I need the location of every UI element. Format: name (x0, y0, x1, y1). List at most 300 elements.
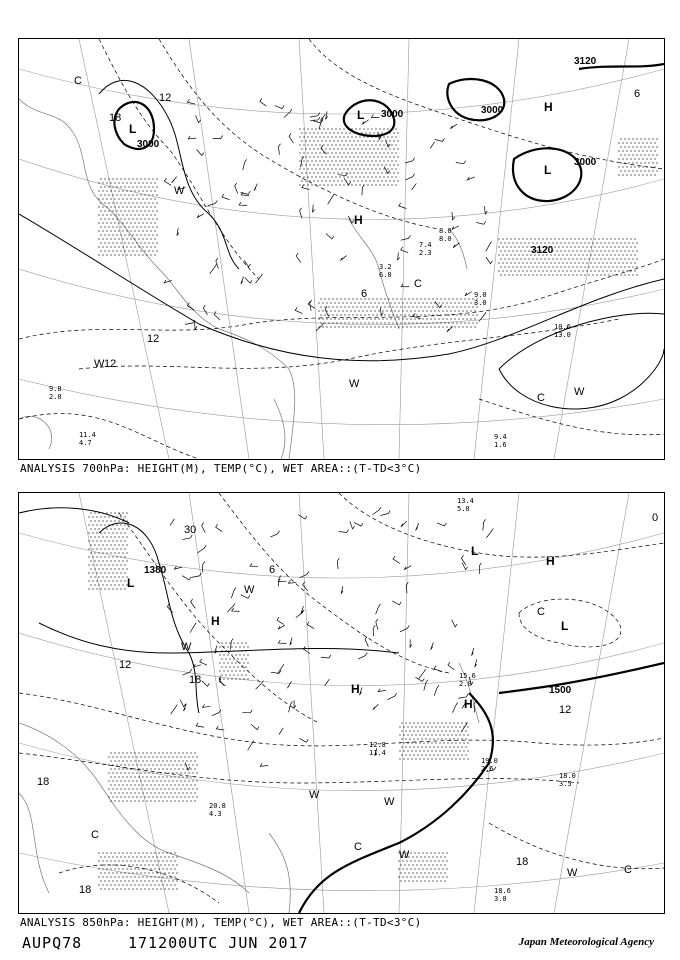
wet-dot (331, 168, 332, 169)
wet-dot (112, 250, 113, 251)
wet-dot (166, 884, 167, 885)
wet-dot (422, 876, 423, 877)
wet-dot (106, 238, 107, 239)
wet-dot (408, 322, 409, 323)
wet-dot (620, 242, 621, 243)
wet-dot (430, 326, 431, 327)
wet-dot (128, 178, 129, 179)
wet-dot (582, 270, 583, 271)
wet-dot (335, 168, 336, 169)
wet-dot (96, 556, 97, 557)
wet-dot (146, 254, 147, 255)
wet-dot (634, 270, 635, 271)
wet-dot (114, 752, 115, 753)
wet-dot (375, 144, 376, 145)
wet-dot (221, 642, 222, 643)
wet-dot (412, 880, 413, 881)
wet-dot (320, 322, 321, 323)
panel-caption-850hpa: ANALYSIS 850hPa: HEIGHT(M), TEMP(°C), WET AREA::(T-TD<3°C) (20, 916, 422, 929)
wet-dot (390, 310, 391, 311)
wet-dot (150, 876, 151, 877)
wet-dot (124, 772, 125, 773)
wind-barb (401, 235, 411, 240)
wet-dot (102, 576, 103, 577)
warm-mark: W (349, 378, 360, 390)
wet-dot (126, 182, 127, 183)
wet-dot (136, 864, 137, 865)
wet-dot (598, 262, 599, 263)
wet-dot (140, 764, 141, 765)
wet-dot (150, 206, 151, 207)
wet-dot (417, 746, 418, 747)
wet-dot (622, 270, 623, 271)
wind-barb (202, 523, 206, 533)
wet-dot (104, 186, 105, 187)
wet-dot (124, 186, 125, 187)
wet-dot (128, 856, 129, 857)
wet-dot (383, 160, 384, 161)
wet-dot (550, 262, 551, 263)
wet-dot (130, 800, 131, 801)
wet-dot (124, 872, 125, 873)
wet-dot (180, 772, 181, 773)
wet-dot (104, 226, 105, 227)
wet-dot (245, 666, 246, 667)
wet-dot (642, 142, 643, 143)
wet-dot (174, 792, 175, 793)
wet-dot (116, 202, 117, 203)
wet-dot (324, 322, 325, 323)
wet-dot (369, 140, 370, 141)
wet-dot (467, 758, 468, 759)
wet-dot (439, 726, 440, 727)
wet-dot (134, 214, 135, 215)
wet-dot (130, 206, 131, 207)
wet-dot (110, 560, 111, 561)
wet-dot (92, 540, 93, 541)
wet-dot (650, 142, 651, 143)
wet-dot (362, 326, 363, 327)
wet-dot (118, 222, 119, 223)
wet-dot (420, 872, 421, 873)
wet-dot (386, 318, 387, 319)
wet-dot (104, 888, 105, 889)
wet-dot (174, 876, 175, 877)
wet-dot (112, 872, 113, 873)
wet-dot (146, 868, 147, 869)
wet-dot (572, 242, 573, 243)
wet-dot (438, 318, 439, 319)
wind-barb (401, 247, 409, 253)
wet-dot (98, 190, 99, 191)
wet-dot (353, 164, 354, 165)
panel-caption-700hpa: ANALYSIS 700hPa: HEIGHT(M), TEMP(°C), WET AREA::(T-TD<3°C) (20, 462, 422, 475)
wet-dot (630, 238, 631, 239)
wet-dot (307, 184, 308, 185)
wet-dot (441, 730, 442, 731)
wet-dot (108, 572, 109, 573)
wet-dot (110, 552, 111, 553)
wet-dot (456, 314, 457, 315)
wet-dot (162, 852, 163, 853)
wet-dot (122, 246, 123, 247)
wet-dot (227, 678, 228, 679)
wet-dot (468, 298, 469, 299)
wet-dot (132, 888, 133, 889)
wet-dot (442, 310, 443, 311)
wet-dot (333, 172, 334, 173)
wet-dot (231, 646, 232, 647)
wet-dot (315, 136, 316, 137)
wet-dot (344, 298, 345, 299)
wet-dot (98, 182, 99, 183)
wet-dot (172, 856, 173, 857)
wet-dot (142, 254, 143, 255)
wet-dot (100, 556, 101, 557)
wind-barb (393, 556, 400, 563)
wet-dot (114, 768, 115, 769)
wet-dot (578, 270, 579, 271)
wet-dot (426, 852, 427, 853)
wet-dot (628, 274, 629, 275)
wet-dot (408, 314, 409, 315)
wet-dot (126, 868, 127, 869)
wet-dot (354, 302, 355, 303)
wet-dot (130, 752, 131, 753)
wet-dot (534, 238, 535, 239)
wet-dot (363, 160, 364, 161)
wet-dot (100, 202, 101, 203)
wet-dot (114, 214, 115, 215)
wet-dot (376, 314, 377, 315)
wet-dot (441, 722, 442, 723)
wet-dot (152, 772, 153, 773)
wet-dot (558, 262, 559, 263)
wet-dot (435, 750, 436, 751)
wet-dot (624, 266, 625, 267)
wet-dot (196, 796, 197, 797)
wet-dot (150, 230, 151, 231)
wet-dot (399, 758, 400, 759)
wet-dot (405, 730, 406, 731)
wet-dot (146, 230, 147, 231)
wet-dot (112, 186, 113, 187)
wet-dot (154, 752, 155, 753)
wet-dot (368, 306, 369, 307)
wet-dot (411, 734, 412, 735)
wet-dot (434, 868, 435, 869)
wet-dot (176, 764, 177, 765)
wet-dot (458, 326, 459, 327)
wet-dot (462, 310, 463, 311)
wet-dot (417, 730, 418, 731)
wet-dot (377, 156, 378, 157)
wet-dot (156, 772, 157, 773)
wet-dot (417, 738, 418, 739)
wet-dot (118, 860, 119, 861)
wet-dot (168, 764, 169, 765)
wet-dot (134, 784, 135, 785)
wet-dot (648, 162, 649, 163)
wet-dot (106, 512, 107, 513)
wet-dot (98, 884, 99, 885)
wet-dot (110, 520, 111, 521)
wet-dot (219, 646, 220, 647)
contour-labels (144, 565, 572, 696)
wet-dot (395, 136, 396, 137)
wet-dot (108, 202, 109, 203)
wet-dot (457, 722, 458, 723)
wet-dot (359, 152, 360, 153)
wet-dot (305, 156, 306, 157)
wet-dot (350, 310, 351, 311)
wind-barb (372, 507, 381, 515)
wet-dot (524, 274, 525, 275)
wet-dot (500, 266, 501, 267)
wet-dot (146, 206, 147, 207)
wet-dot (114, 852, 115, 853)
wind-barb (373, 625, 375, 636)
wet-dot (560, 266, 561, 267)
wet-dot (636, 266, 637, 267)
wet-dot (122, 552, 123, 553)
wind-barb (344, 178, 351, 185)
wet-dot (192, 756, 193, 757)
wet-dot (622, 246, 623, 247)
wet-dot (233, 658, 234, 659)
wet-dot (440, 856, 441, 857)
wet-dot (417, 754, 418, 755)
wet-dot (325, 132, 326, 133)
wet-dot (420, 880, 421, 881)
wet-dot (395, 176, 396, 177)
wet-dot (100, 872, 101, 873)
low-pressure-mark: L (561, 619, 569, 633)
wet-dot (138, 784, 139, 785)
wet-dot (110, 876, 111, 877)
wind-barb (376, 619, 378, 630)
wet-dot (566, 262, 567, 263)
wet-dot (337, 156, 338, 157)
wind-barb (401, 521, 407, 527)
wet-dot (342, 302, 343, 303)
wet-dot (178, 784, 179, 785)
wet-dot (446, 326, 447, 327)
wet-dot (162, 792, 163, 793)
wet-dot (516, 258, 517, 259)
wet-dot (194, 752, 195, 753)
wind-barb (479, 563, 481, 574)
wet-dot (632, 242, 633, 243)
wet-dot (108, 226, 109, 227)
wet-dot (309, 140, 310, 141)
wet-dot (180, 756, 181, 757)
wet-dot (120, 516, 121, 517)
wet-dot (140, 178, 141, 179)
wet-dot (102, 552, 103, 553)
wet-dot (432, 322, 433, 323)
wet-dot (322, 326, 323, 327)
wet-dot (568, 242, 569, 243)
wet-dot (148, 764, 149, 765)
wet-dot (126, 246, 127, 247)
wet-dot (223, 662, 224, 663)
wet-dot (640, 162, 641, 163)
wet-dot (305, 172, 306, 173)
wet-dot (437, 754, 438, 755)
wind-barb (227, 603, 235, 612)
wet-dot (636, 154, 637, 155)
wet-dot (522, 270, 523, 271)
wet-dot (340, 306, 341, 307)
wet-dot (100, 250, 101, 251)
wet-dot (421, 754, 422, 755)
wet-dot (156, 218, 157, 219)
wet-dot (102, 520, 103, 521)
isotherm-label: 12 (104, 358, 117, 370)
wet-dot (402, 876, 403, 877)
wind-barb (326, 111, 328, 119)
wet-dot (311, 168, 312, 169)
wet-dot (389, 156, 390, 157)
wet-dot (124, 788, 125, 789)
wet-dot (368, 314, 369, 315)
wet-dot (634, 246, 635, 247)
wet-dot (400, 298, 401, 299)
wet-dot (166, 760, 167, 761)
wet-dot (118, 776, 119, 777)
wet-dot (132, 186, 133, 187)
wet-dot (422, 868, 423, 869)
wet-dot (172, 880, 173, 881)
wet-dot (120, 580, 121, 581)
wet-dot (393, 148, 394, 149)
wet-dot (524, 266, 525, 267)
wet-dot (457, 738, 458, 739)
wet-dot (444, 872, 445, 873)
station-value: 3.0 (474, 299, 487, 307)
wet-dot (436, 322, 437, 323)
wet-dot (182, 776, 183, 777)
wet-dot (323, 152, 324, 153)
wet-dot (372, 322, 373, 323)
wet-dot (340, 298, 341, 299)
wet-dot (154, 206, 155, 207)
wet-dot (245, 642, 246, 643)
wet-dot (620, 162, 621, 163)
wet-dot (120, 178, 121, 179)
wet-dot (128, 194, 129, 195)
wet-dot (140, 872, 141, 873)
wet-dot (174, 760, 175, 761)
wet-dot (431, 734, 432, 735)
wet-dot (315, 144, 316, 145)
wet-dot (508, 266, 509, 267)
wet-dot (130, 784, 131, 785)
wet-dot (443, 726, 444, 727)
wet-dot (112, 194, 113, 195)
wet-dot (436, 856, 437, 857)
high-pressure-mark: H (351, 682, 360, 696)
wet-dot (449, 746, 450, 747)
wet-dot (126, 190, 127, 191)
wet-dot (652, 138, 653, 139)
wet-dot (381, 164, 382, 165)
wind-barb (310, 117, 320, 121)
wet-dot (372, 314, 373, 315)
wet-dot (368, 322, 369, 323)
wet-dot (556, 274, 557, 275)
isotherm-label: 18 (516, 856, 529, 868)
wet-dot (136, 210, 137, 211)
wet-dot (634, 262, 635, 263)
wet-dot (112, 772, 113, 773)
wind-barb (294, 700, 296, 708)
wet-dot (182, 800, 183, 801)
wet-dot (92, 516, 93, 517)
wet-dot (656, 170, 657, 171)
wet-dot (156, 242, 157, 243)
wet-dot (538, 270, 539, 271)
wet-dot (407, 750, 408, 751)
wind-barb (354, 522, 363, 526)
wet-dot (305, 140, 306, 141)
wet-dot (303, 144, 304, 145)
wet-dot (433, 730, 434, 731)
wet-dot (128, 250, 129, 251)
wet-dot (610, 246, 611, 247)
wet-dot (104, 210, 105, 211)
wet-dot (432, 856, 433, 857)
wet-dot (120, 788, 121, 789)
wet-dot (628, 146, 629, 147)
wet-dot (156, 186, 157, 187)
station-value: 18.0 (559, 772, 576, 780)
wet-dot (418, 876, 419, 877)
wet-dot (401, 730, 402, 731)
wind-barb (222, 194, 230, 200)
wet-dot (343, 136, 344, 137)
wet-dot (540, 242, 541, 243)
wind-barb (359, 687, 362, 695)
wet-dot (592, 258, 593, 259)
wet-dot (120, 242, 121, 243)
wet-dot (128, 756, 129, 757)
wet-dot (120, 780, 121, 781)
wet-dot (624, 258, 625, 259)
wet-dot (452, 306, 453, 307)
wet-dot (88, 580, 89, 581)
wind-barb (350, 521, 355, 529)
wet-dot (656, 154, 657, 155)
wet-dot (108, 588, 109, 589)
isotherm-label: 12 (559, 704, 572, 716)
wet-dot (124, 226, 125, 227)
wet-dot (628, 154, 629, 155)
wet-dot (413, 754, 414, 755)
wind-barb (290, 638, 292, 646)
wet-dot (426, 868, 427, 869)
wet-dot (166, 852, 167, 853)
wind-barb (475, 659, 477, 667)
wet-dot (118, 852, 119, 853)
wind-barb (435, 138, 445, 141)
wind-barb (308, 301, 315, 308)
wet-dot (158, 760, 159, 761)
wet-dot (436, 880, 437, 881)
wet-dot (415, 742, 416, 743)
station-observations (49, 227, 571, 449)
